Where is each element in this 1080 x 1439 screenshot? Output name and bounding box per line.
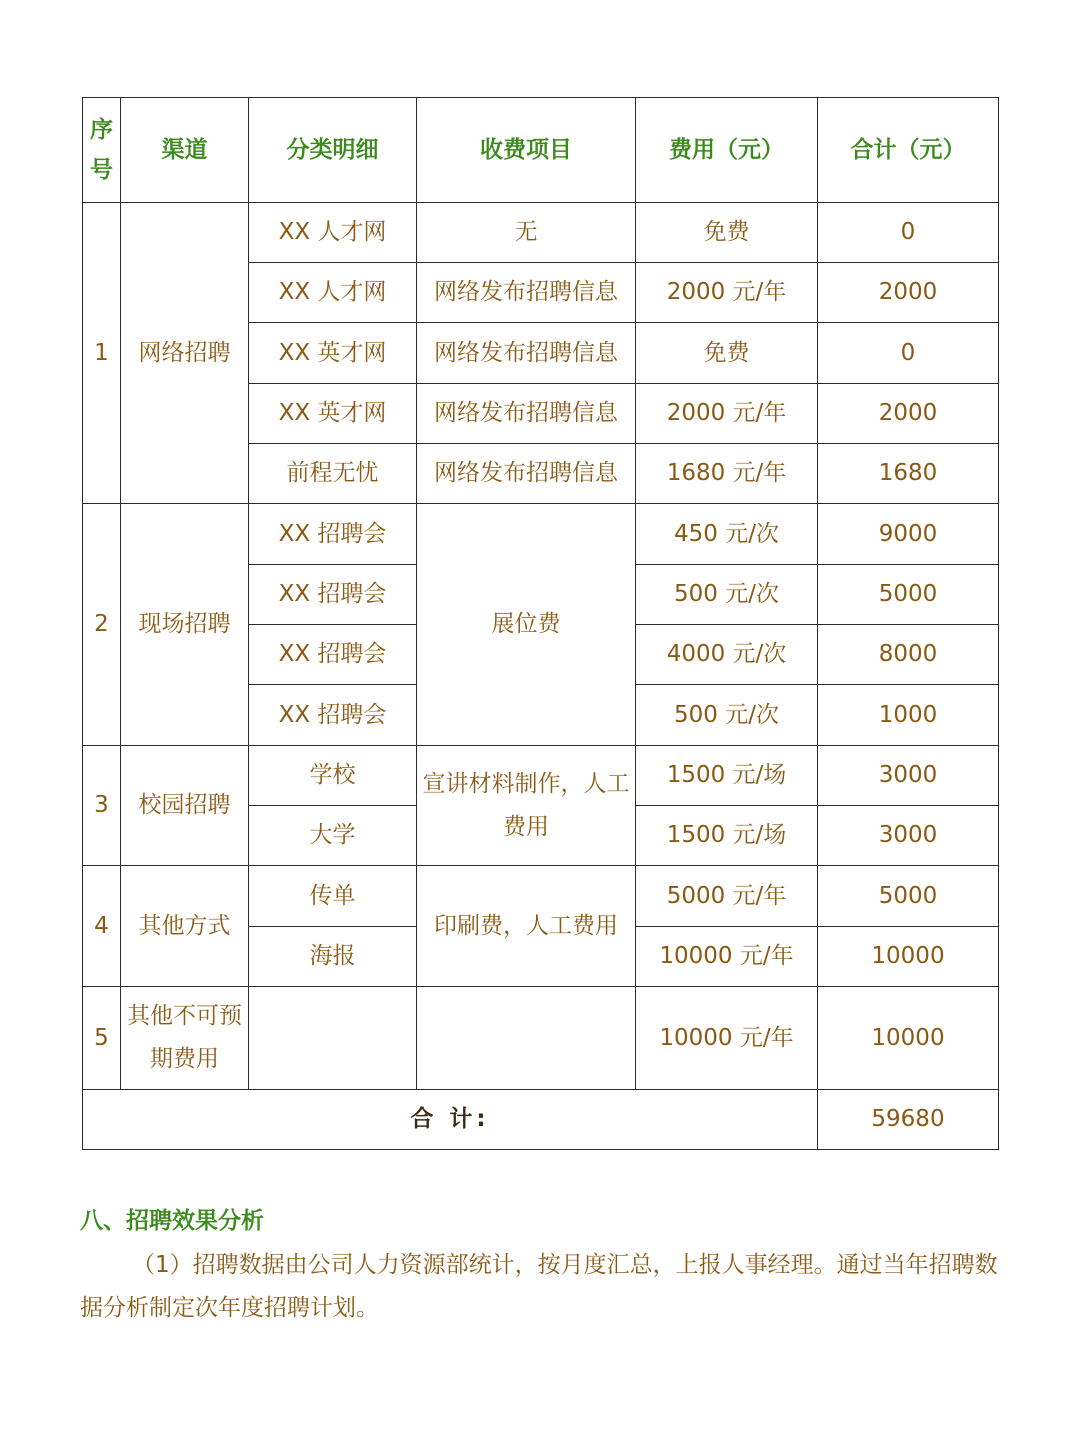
detail-cell: XX 招聘会 (249, 504, 417, 564)
fee-cell: 450 元/次 (636, 504, 818, 564)
channel-cell: 现场招聘 (121, 504, 249, 745)
channel-cell: 其他不可预期费用 (121, 987, 249, 1090)
fee-cell: 500 元/次 (636, 685, 818, 745)
table-row (83, 745, 999, 805)
fee-cell: 免费 (636, 323, 818, 383)
fee-cell: 10000 元/年 (636, 926, 818, 986)
detail-cell: XX 英才网 (249, 323, 417, 383)
fee-cell: 2000 元/年 (636, 383, 818, 443)
total-cell: 10000 (818, 926, 999, 986)
sum-row (83, 1089, 999, 1149)
seq-cell: 3 (83, 745, 121, 866)
total-cell: 9000 (818, 504, 999, 564)
fee-cell: 500 元/次 (636, 564, 818, 624)
section-paragraph: （1）招聘数据由公司人力资源部统计，按月度汇总，上报人事经理。通过当年招聘数据分析制定次年度招聘计划。 (80, 1252, 998, 1321)
total-cell: 3000 (818, 806, 999, 866)
fee-cell: 免费 (636, 202, 818, 262)
detail-cell: XX 人才网 (249, 202, 417, 262)
detail-cell: XX 人才网 (249, 262, 417, 322)
detail-cell: 学校 (249, 745, 417, 805)
table-row (83, 504, 999, 564)
channel-cell: 网络招聘 (121, 202, 249, 504)
table-row (83, 202, 999, 262)
item-cell (417, 987, 636, 1090)
seq-cell: 1 (83, 202, 121, 504)
sum-label: 合 计: (83, 1089, 818, 1149)
item-cell: 无 (417, 202, 636, 262)
fee-cell: 1500 元/场 (636, 745, 818, 805)
table-row (83, 866, 999, 926)
detail-cell: XX 英才网 (249, 383, 417, 443)
detail-cell: XX 招聘会 (249, 625, 417, 685)
header-total: 合计（元） (818, 98, 999, 203)
total-cell: 1680 (818, 443, 999, 503)
seq-cell: 2 (83, 504, 121, 745)
total-cell: 10000 (818, 987, 999, 1090)
seq-cell: 4 (83, 866, 121, 987)
total-cell: 1000 (818, 685, 999, 745)
section-title: 八、招聘效果分析 (80, 1208, 264, 1234)
detail-cell (249, 987, 417, 1090)
detail-cell: 前程无忧 (249, 443, 417, 503)
total-cell: 0 (818, 323, 999, 383)
detail-cell: 海报 (249, 926, 417, 986)
fee-cell: 4000 元/次 (636, 625, 818, 685)
table-row (83, 987, 999, 1090)
channel-cell: 校园招聘 (121, 745, 249, 866)
header-channel: 渠道 (121, 98, 249, 203)
fee-cell: 1500 元/场 (636, 806, 818, 866)
channel-cell: 其他方式 (121, 866, 249, 987)
total-cell: 3000 (818, 745, 999, 805)
item-cell: 宣讲材料制作，人工费用 (417, 745, 636, 866)
item-cell: 印刷费，人工费用 (417, 866, 636, 987)
total-cell: 2000 (818, 383, 999, 443)
detail-cell: XX 招聘会 (249, 564, 417, 624)
sum-value: 59680 (818, 1089, 999, 1149)
item-cell: 网络发布招聘信息 (417, 262, 636, 322)
fee-cell: 10000 元/年 (636, 987, 818, 1090)
item-cell: 网络发布招聘信息 (417, 383, 636, 443)
header-detail: 分类明细 (249, 98, 417, 203)
header-fee: 费用（元） (636, 98, 818, 203)
total-cell: 2000 (818, 262, 999, 322)
fee-cell: 5000 元/年 (636, 866, 818, 926)
detail-cell: 传单 (249, 866, 417, 926)
item-cell: 网络发布招聘信息 (417, 323, 636, 383)
total-cell: 5000 (818, 866, 999, 926)
fee-cell: 2000 元/年 (636, 262, 818, 322)
header-item: 收费项目 (417, 98, 636, 203)
detail-cell: XX 招聘会 (249, 685, 417, 745)
total-cell: 8000 (818, 625, 999, 685)
fee-cell: 1680 元/年 (636, 443, 818, 503)
header-row (83, 98, 999, 203)
seq-cell: 5 (83, 987, 121, 1090)
item-cell: 展位费 (417, 504, 636, 745)
header-seq: 序号 (83, 98, 121, 203)
detail-cell: 大学 (249, 806, 417, 866)
recruitment-cost-table (82, 97, 999, 1150)
total-cell: 0 (818, 202, 999, 262)
total-cell: 5000 (818, 564, 999, 624)
item-cell: 网络发布招聘信息 (417, 443, 636, 503)
